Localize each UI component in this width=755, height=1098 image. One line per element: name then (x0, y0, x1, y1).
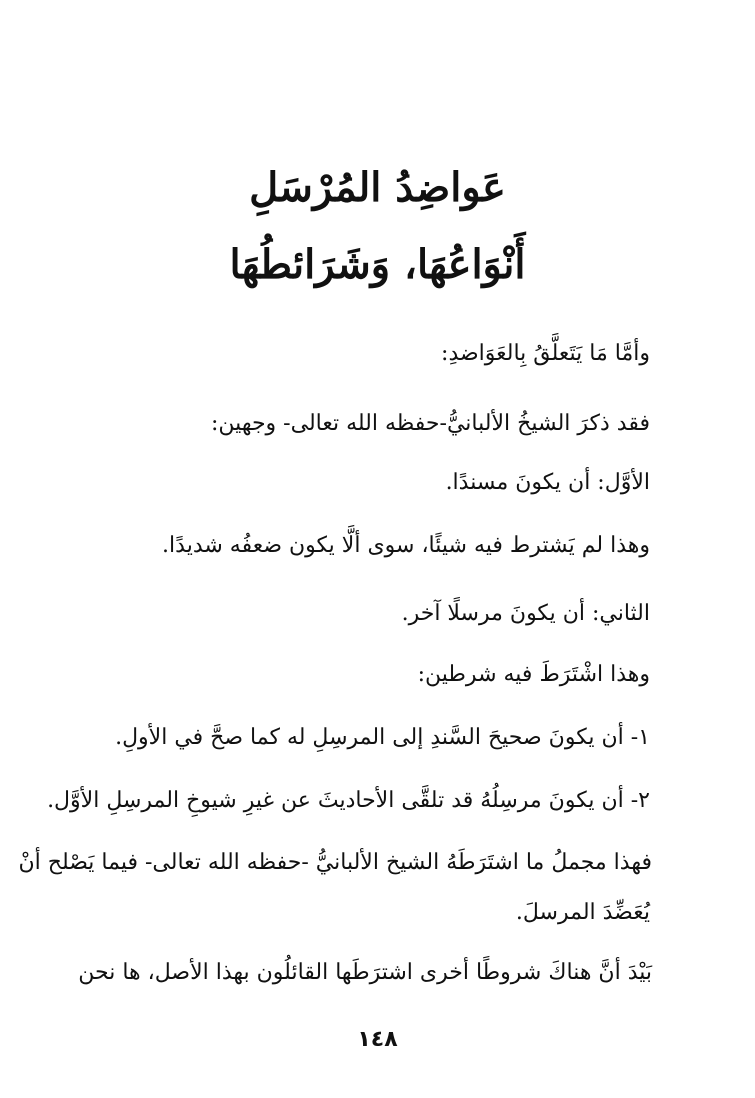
paragraph-first-aspect: الأوَّل: أن يكونَ مسندًا. (445, 470, 650, 495)
paragraph-other-conditions: بَيْدَ أنَّ هناكَ شروطًا أخرى اشترَطَها القائلُون بهذا الأصل، ها نحن (78, 960, 652, 985)
list-item-condition-2: ٢- أن يكونَ مرسِلُهُ قد تلقَّى الأحاديثَ عن غيرِ شيوخِ المرسِلِ الأوَّل. (47, 788, 650, 813)
page-number: ١٤٨ (357, 1027, 398, 1052)
paragraph-summary-continued: يُعَضِّدَ المرسلَ. (515, 900, 650, 925)
paragraph-two-conditions: وهذا اشْتَرَطَ فيه شرطين: (417, 662, 650, 687)
paragraph-two-aspects: فقد ذكرَ الشيخُ الألبانيُّ-حفظه الله تعالى- وجهين: (211, 411, 650, 436)
list-item-condition-1: ١- أن يكونَ صحيحَ السَّندِ إلى المرسِلِ له كما صحَّ في الأولِ. (115, 725, 650, 750)
chapter-title: عَواضِدُ المُرْسَلِ (249, 164, 506, 211)
paragraph-second-aspect: الثاني: أن يكونَ مرسلًا آخر. (401, 601, 650, 626)
paragraph-first-condition: وهذا لم يَشترط فيه شيئًا، سوى ألَّا يكون ضعفُه شديدًا. (162, 533, 650, 558)
chapter-subtitle: أَنْوَاعُهَا، وَشَرَائطُهَا (229, 241, 526, 288)
paragraph-summary: فهذا مجملُ ما اشتَرَطَهُ الشيخ الألبانيُّ -حفظه الله تعالى- فيما يَصْلح أنْ (18, 850, 652, 875)
paragraph-intro: وأمَّا مَا يَتَعلَّقُ بِالعَوَاضدِ: (441, 341, 650, 366)
